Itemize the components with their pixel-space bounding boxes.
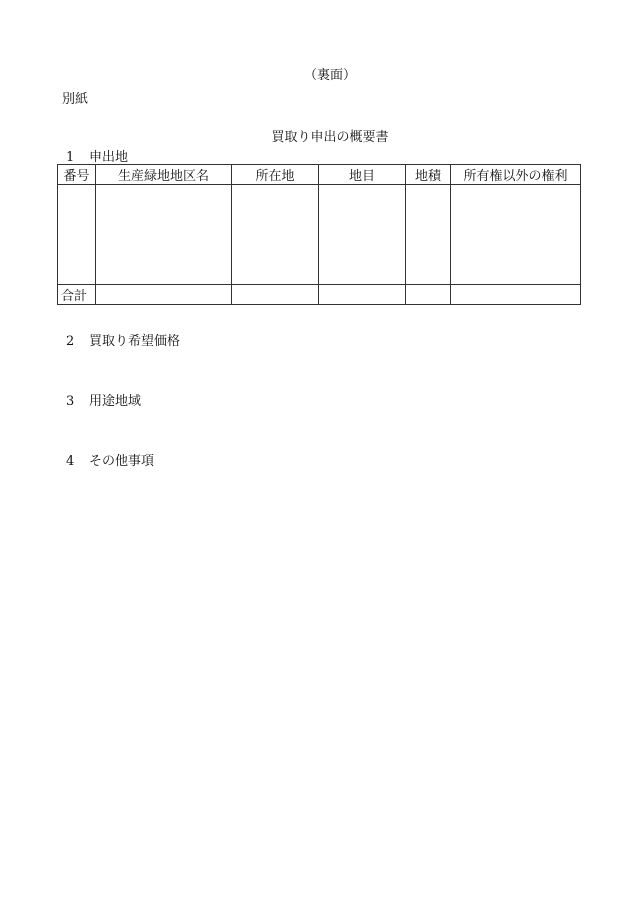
column-header-other-rights: 所有権以外の権利	[451, 165, 581, 185]
section-heading-3	[66, 390, 141, 409]
table-cell	[232, 185, 319, 285]
section-heading-2	[66, 330, 180, 349]
column-header-number: 番号	[58, 165, 96, 185]
section-number: 4	[66, 454, 75, 469]
section-title: 申出地	[89, 150, 129, 165]
document-title: 買取り申出の概要書	[271, 130, 389, 145]
table-cell	[96, 185, 232, 285]
section-heading-1	[66, 146, 128, 165]
table-cell	[319, 185, 406, 285]
column-header-area: 地積	[406, 165, 451, 185]
table-cell	[451, 285, 581, 305]
section-title: 用途地域	[89, 394, 142, 409]
section-title: その他事項	[89, 454, 155, 469]
section-title: 買取り希望価格	[89, 334, 181, 349]
table-header-row	[58, 165, 581, 185]
table-row	[58, 185, 581, 285]
back-side-label: （裏面）	[303, 68, 356, 83]
section-number: 2	[66, 334, 75, 349]
table-total-row	[58, 285, 581, 305]
section-number: 1	[66, 150, 75, 165]
table-cell	[232, 285, 319, 305]
table-cell	[406, 285, 451, 305]
column-header-land-category: 地目	[319, 165, 406, 185]
section-number: 3	[66, 394, 75, 409]
table-cell	[406, 185, 451, 285]
total-label: 合計	[58, 285, 96, 305]
section-heading-4	[66, 450, 154, 469]
table-cell	[96, 285, 232, 305]
table-cell	[58, 185, 96, 285]
attachment-label: 別紙	[62, 92, 89, 107]
overview-table	[57, 164, 581, 305]
column-header-location: 所在地	[232, 165, 319, 185]
table-cell	[319, 285, 406, 305]
column-header-district-name: 生産緑地地区名	[96, 165, 232, 185]
table-cell	[451, 185, 581, 285]
